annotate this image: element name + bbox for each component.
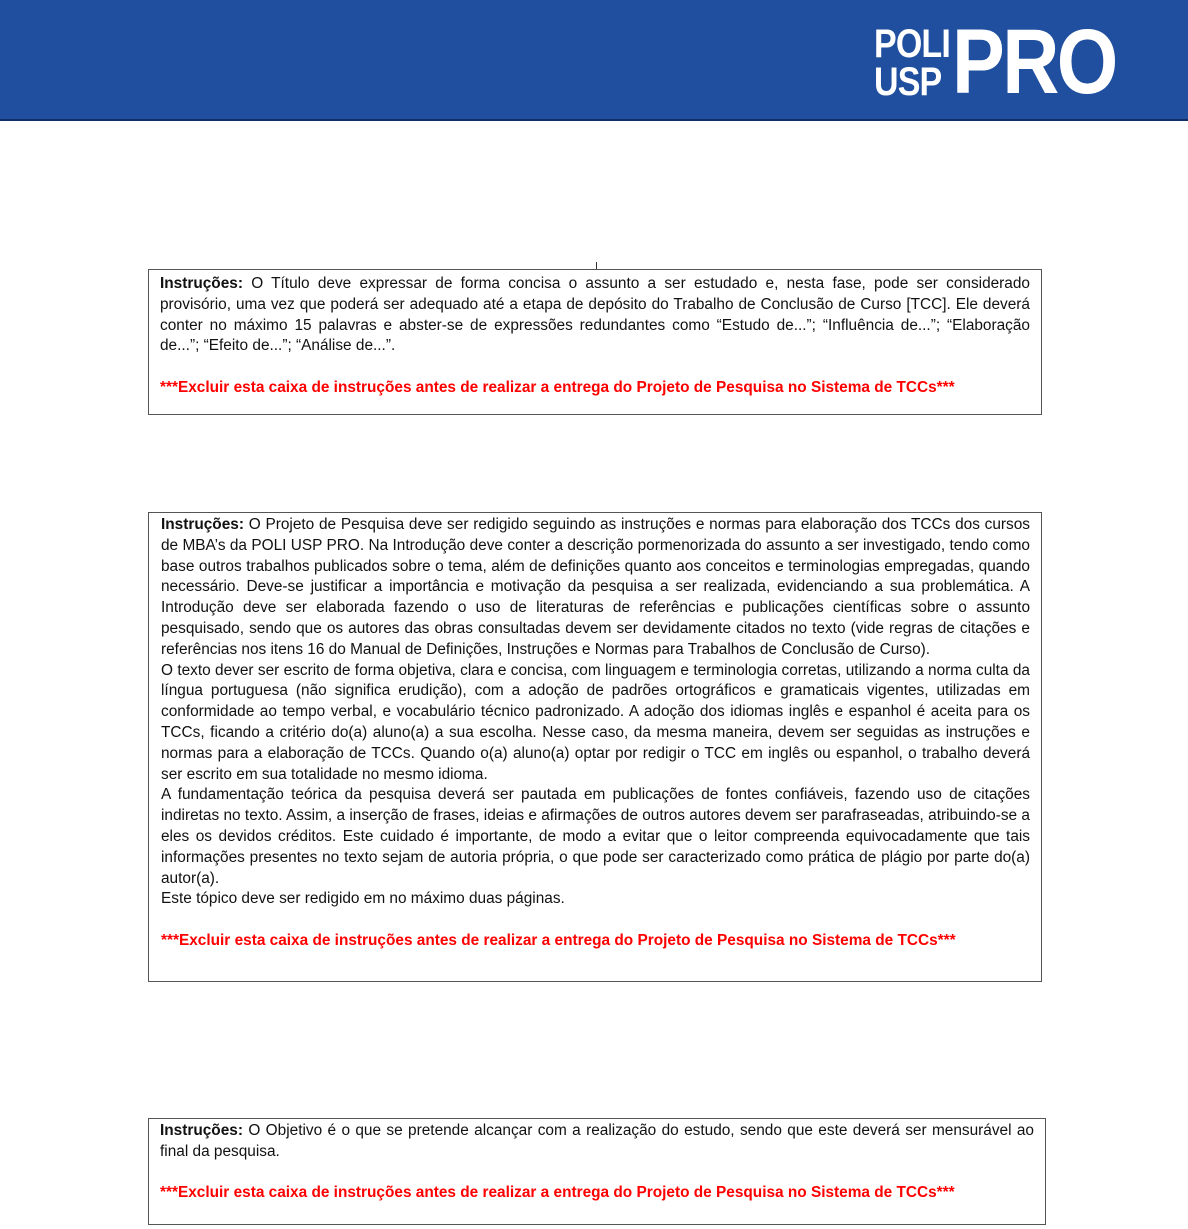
- page-header: [0, 0, 1188, 121]
- intro-paragraph-4: Este tópico deve ser redigido em no máximo duas páginas.: [161, 890, 565, 908]
- logo-line-usp: USP: [874, 60, 942, 104]
- spacer: [161, 910, 1030, 931]
- instructions-body: O Objetivo é o que se pretende alcançar com a realização do estudo, sendo que este deverá ser mensurável ao final da pesquisa.: [160, 1122, 1034, 1160]
- logo-pro: PRO: [952, 11, 1116, 113]
- objective-instructions-box: [148, 1118, 1046, 1225]
- instructions-lead: Instruções:: [160, 275, 243, 292]
- instructions-lead: Instruções:: [160, 1122, 243, 1139]
- intro-paragraph-1: [161, 515, 1030, 661]
- delete-box-warning: ***Excluir esta caixa de instruções antes de realizar a entrega do Projeto de Pesquisa no Sistema de TCCs***: [160, 378, 955, 396]
- logo-line-poli: POLI: [874, 22, 950, 66]
- instructions-body: O Título deve expressar de forma concisa o assunto a ser estudado e, nesta fase, pode ser considerado provisório, uma vez que poderá ser adequado até a etapa de depósito do Trabalho de Conclusão de Curso [TCC]. Ele deverá conter no máximo 15 palavras e abster-se de expressões redundantes como “Estudo de...”; “Influência de...”; “Elaboração de...”; “Efeito de...”; “Análise de...”.: [160, 275, 1030, 355]
- instructions-body: O Projeto de Pesquisa deve ser redigido seguindo as instruções e normas para elaboração dos TCCs dos cursos de MBA’s da POLI USP PRO. Na Introdução deve conter a descrição pormenorizada do assunto a ser investigado, tendo como base outros trabalhos publicados sobre o tema, além de definições quanto aos conceitos e terminologias empregadas, quando necessário. Deve-se justificar a importância e motivação da pesquisa a ser realizada, evidenciando a sua problemática. A Introdução deve ser elaborada fazendo o uso de literaturas de referências e publicações científicas sobre o assunto pesquisado, sendo que os autores das obras consultadas devem ser devidamente citados no texto (vide regras de citações e referências nos itens 16 do Manual de Definições, Instruções e Normas para Trabalhos de Conclusão de Curso).: [161, 516, 1031, 658]
- delete-box-warning: ***Excluir esta caixa de instruções antes de realizar a entrega do Projeto de Pesquisa no Sistema de TCCs***: [161, 931, 956, 949]
- objective-instructions-text: [160, 1121, 1034, 1163]
- intro-paragraph-3: A fundamentação teórica da pesquisa deverá ser pautada em publicações de fontes confiáveis, fazendo uso de citações indiretas no texto. Assim, a inserção de frases, ideias e afirmações de outros autores devem ser parafraseadas, atribuindo-se a eles os devidos créditos. Este cuidado é importante, de modo a evitar que o leitor compreenda equivocadamente que tais informações presentes no texto sejam de autoria própria, o que pode ser caracterizado como prática de plágio por parte do(a) autor(a).: [161, 786, 1030, 887]
- delete-box-warning: ***Excluir esta caixa de instruções antes de realizar a entrega do Projeto de Pesquisa no Sistema de TCCs***: [160, 1184, 955, 1202]
- poli-usp-pro-logo: [874, 11, 1124, 113]
- introduction-instructions-box: [148, 512, 1042, 982]
- instructions-lead: Instruções:: [161, 516, 244, 533]
- title-instructions-text: [160, 274, 1030, 357]
- spacer: [160, 357, 1030, 378]
- intro-paragraph-2: O texto dever ser escrito de forma objetiva, clara e concisa, com linguagem e terminologia corretas, utilizando a norma culta da língua portuguesa (não significa erudição), com a adoção de padrões ortográficos e gramaticais vigentes, utilizadas em conformidade ao tempo verbal, e vocabulário técnico padronizado. A adoção dos idiomas inglês e espanhol é aceita para os TCCs, ficando a critério do(a) aluno(a) a sua escolha. Nesse caso, da mesma maneira, devem ser seguidas as instruções e normas para a elaboração de TCCs. Quando o(a) aluno(a) optar por redigir o TCC em inglês ou espanhol, o trabalho deverá ser escrito em sua totalidade no mesmo idioma.: [161, 661, 1030, 783]
- spacer: [160, 1163, 1034, 1184]
- title-instructions-box: [148, 269, 1042, 415]
